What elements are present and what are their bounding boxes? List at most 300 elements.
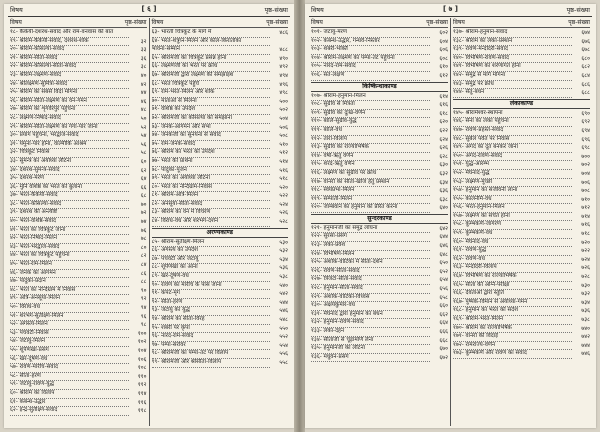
toc-entry-page: ६३० [439,162,448,169]
toc-entry-title: ५३- पंचवटी-निवास [10,330,129,339]
toc-entry-title: ४०- भरत-वशिष्ठ-संवाद [10,218,129,227]
toc-entry [152,256,289,265]
toc-entry-page: ६२६ [439,145,448,152]
toc-entry-title: १३७- श्रीराम-हनुमान-संवाद [453,29,572,38]
toc-entry-page: ५१४ [279,158,288,165]
toc-entry-page: ७३८ [581,317,590,323]
toc-entry-page: ६५० [439,260,448,267]
column-head-page: पृष्ठ-संख्या [568,19,590,26]
toc-entry-title: ९५- शबरी पर कृपा [152,325,271,334]
toc-entry-title: १४२- समुद्र से मार्ग माँगना [453,72,572,81]
toc-entry [311,118,448,127]
toc-entry-title: ४२- भरत-निषाद-मिलन [10,235,129,244]
toc-entry-title: १५३- लक्ष्मण-मूर्च्छा [453,179,572,188]
toc-entry [311,251,448,260]
toc-entry-page: ७४० [581,325,590,332]
toc-entry-page: ५२६ [279,210,288,217]
toc-entry-page: ५५० [279,325,288,332]
toc-entry-page: ६८८ [581,90,590,97]
toc-entry-title: १४३- समुद्र पर क्रोध [453,81,572,90]
toc-entry [10,364,147,373]
toc-entry-page: ८८ [140,279,147,286]
toc-entry-page: ४९४ [279,72,288,79]
toc-entry-page: ५४४ [279,299,288,306]
toc-entry [453,118,590,127]
toc-entry [453,46,590,55]
toc-entry-title: ११७- वानरों का सीता-खोज हेतु प्रस्थान [311,179,430,188]
toc-entry-title: ११५- शरद-ऋतु वर्णन [311,161,430,170]
toc-entry [311,187,448,196]
toc-entry [152,89,289,98]
toc-entry-title: ७२- श्रीरामजी का कौसल्या को समझाना [152,115,271,124]
toc-entry [152,350,289,359]
toc-entry-page: ५४ [140,133,147,140]
toc-entry-page: ७० [140,201,147,208]
toc-entry [152,141,289,150]
toc-entry-page: ८२ [140,253,147,260]
toc-entry-page: ६९८ [581,145,590,152]
toc-entry-page: ६०६ [439,47,448,54]
toc-entry [311,196,448,205]
toc-entry-title: ४१- भरत का चित्रकूट जाना [10,227,129,236]
toc-entry-title: १६१- रावण-युद्ध [453,247,572,256]
toc-entry-title: १४०- विभीषण-रावण-संवाद [453,55,572,64]
toc-entry [311,233,448,242]
toc-entry [311,179,448,188]
toc-entry-page: ६९० [581,110,590,117]
toc-entry-page: ७८ [140,236,147,243]
right-columns [309,18,592,426]
toc-entry [453,170,590,179]
toc-entry [311,29,448,38]
toc-entry-page: ११४ [137,390,147,397]
toc-entry [311,259,448,268]
toc-entry [311,63,448,72]
toc-entry [453,333,590,342]
toc-entry-title: १३४- सीताजी से चूड़ामणि लेना [311,337,430,346]
toc-entry [10,399,147,408]
toc-entry-page: ५२० [279,184,288,191]
toc-entry [311,225,448,234]
toc-entry [311,170,448,179]
toc-entry [311,285,448,294]
toc-entry-page: ७३२ [581,291,590,298]
toc-entry-title: ५६- खर-दूषण-वध [10,356,129,365]
toc-entry-title: ३८- भरत-कौसल्या-संवाद [10,201,129,210]
toc-entry-title: ६६- लक्ष्मणजी का भरत पर क्रोध [152,63,271,72]
toc-entry-title: १४९- अंगद का दूत बनकर जाना [453,144,572,153]
toc-entry-title: ७४- जनकजी का सुनयना से संवाद [152,132,271,141]
toc-entry-page: ६२२ [439,127,448,134]
toc-entry [10,72,147,81]
toc-entry [311,319,448,328]
toc-entry-page: ५४० [279,282,288,289]
toc-entry [10,338,147,347]
toc-entry-page: ५१६ [279,167,288,174]
toc-entry [10,184,147,193]
toc-entry [453,307,590,316]
toc-entry-title: १०५- नारद-राम-संवाद [311,63,430,72]
toc-entry-page: ७२२ [581,248,590,255]
toc-entry-page: ६८६ [581,81,590,88]
toc-entry-page: ६३६ [439,188,448,195]
toc-entry [311,242,448,251]
toc-entry [10,115,147,124]
toc-entry-page: ६० [140,158,147,165]
toc-entry-page: ६८२ [581,64,590,71]
toc-entry [152,175,289,184]
toc-entry-page: ४९२ [279,64,288,71]
toc-entry-page: ९८ [140,322,147,329]
toc-entry [10,287,147,296]
toc-entry [453,247,590,256]
toc-entry [152,192,289,201]
toc-entry-title: ६४- भरत-शत्रुघ्न-मिलन और कोल-किरातोंका [152,38,271,47]
toc-entry [152,98,289,107]
toc-entry-page: ७१८ [581,231,590,238]
toc-entry-title: १२२- सुरसा-प्रसंग [311,233,430,242]
toc-entry [10,270,147,279]
toc-entry [453,196,590,205]
left-header-subject: विषय [10,6,23,14]
toc-entry-page: ६०४ [439,38,448,45]
toc-entry-title: ५४- जटायु-मिलन [10,338,129,347]
toc-entry-page: ५३० [279,239,288,246]
toc-entry [453,299,590,308]
toc-entry [152,282,289,291]
toc-entry-title: ५२- अगस्त्य-मिलन [10,321,129,330]
column-head-page: पृष्ठ-संख्या [124,19,147,26]
left-page [4,4,294,428]
toc-entry [10,313,147,322]
toc-entry-title: १४१- विभीषण का शरणागत होना [453,63,572,72]
toc-entry-page: ६७४ [581,30,590,36]
toc-entry [152,299,289,308]
toc-entry [152,55,289,64]
toc-entry-title: ९१- कपट-मृग [152,290,271,299]
toc-entry-page: ५०२ [279,107,288,114]
toc-entry-page: ४४ [140,90,147,97]
toc-entry [10,347,147,356]
toc-entry [152,209,289,218]
toc-entry [10,330,147,339]
toc-entry [152,38,289,47]
toc-entry-title: ९४- श्रीराम का सीता-विरह [152,316,271,325]
toc-entry-page: ९६ [140,313,147,320]
toc-entry [453,325,590,334]
toc-entry-page: ५०४ [279,115,288,122]
toc-entry-title: ३७- भरत-कैकेयी-संवाद [10,192,129,201]
toc-entry [311,101,448,110]
column-header [10,18,147,28]
toc-entry-page: ६७० [439,346,448,353]
toc-entry [10,192,147,201]
toc-entry-title: १२७- त्रिजटा-सीता-संवाद [311,276,430,285]
toc-entry [152,307,289,316]
toc-entry-page: ५३२ [279,248,288,255]
left-column-2 [149,18,291,426]
toc-entry-title: ३१- यमुना-पार होना, वाल्मीकि आश्रम [10,141,129,150]
toc-entry-title: २४- श्रीलक्ष्मण-सुमित्रा-संवाद [10,81,129,90]
toc-entry-page: ५२४ [279,201,288,208]
toc-entry-page: ६६४ [439,320,448,327]
toc-entry [152,63,289,72]
toc-entry-page: १०८ [137,365,147,372]
toc-entry-page: ५१८ [279,176,288,183]
toc-entry [311,153,448,162]
toc-entry-title: १२६- रावण-सीता-संवाद [311,268,430,277]
toc-entry-title: ३९- दशरथ की अन्त्येष्टि [10,209,129,218]
toc-entry-title: १५०- अंगद-रावण-संवाद [453,153,572,162]
toc-entry [453,350,590,359]
toc-entry-page: ६२८ [439,153,448,160]
toc-entry-title: ८०- भरत का नन्दिग्राम-निवास [152,184,271,193]
toc-entry-page: ६८४ [581,72,590,79]
toc-entry [10,106,147,115]
column-header [152,18,289,28]
toc-entry [152,333,289,342]
toc-entry-title: १५७- लक्ष्मण का सचेत होना [453,213,572,222]
toc-entry-page: १०६ [137,356,147,363]
toc-entry-page: ६९२ [581,119,590,126]
toc-entry-page: ३३ [140,47,147,54]
toc-entry [453,239,590,248]
toc-entry-page: ११६ [137,399,147,406]
book-gutter [294,0,305,432]
toc-entry [10,235,147,244]
toc-entry-page: ७२४ [581,256,590,263]
toc-entry-title: २५- श्रीराम का सबसे विदा माँगना [10,89,129,98]
toc-entry [453,230,590,239]
left-page-header [8,4,290,17]
toc-entry [152,325,289,334]
toc-entry-title: ५८- सीता-हरण [10,373,129,382]
toc-entry-title: १८- कैकेयी-दशरथ-संवाद और राम-वनवास की बात [10,29,129,38]
toc-entry [10,252,147,261]
toc-entry [453,63,590,72]
toc-entry-page: ७२० [581,239,590,246]
toc-entry-page: ८४ [140,262,147,269]
toc-entry-title: १५५- कालनेमि-वध [453,196,572,205]
toc-entry-title: १४८- सुबेल पर्वत पर निवास [453,136,572,145]
toc-entry [152,273,289,282]
toc-entry [453,38,590,47]
toc-entry-title: २२- श्रीराम-कौसल्या-सीता-संवाद [10,63,129,72]
toc-entry-title: ११०- बालि-सुग्रीव-युद्ध [311,118,430,127]
toc-entry-title: ९०- रावण का मारीच के पास जाना [152,282,271,291]
toc-entry-page: ५५४ [279,342,288,349]
toc-entry-title: ११३- सुग्रीव का राज्याभिषेक [311,144,430,153]
toc-entry-title: १६०- मेघनाद-वध [453,239,572,248]
toc-entry-title: ४९- अत्रि-अनसूया-मिलन [10,295,129,304]
toc-entry [311,46,448,55]
toc-entry-page: ८० [140,244,147,251]
toc-entry-title: २०- श्रीराम-कौसल्या-संवाद [10,46,129,55]
toc-entry-page: ५०८ [279,133,288,140]
toc-entry-page: ५६ [140,141,147,148]
toc-entry-page: ५१० [279,141,288,148]
right-page-number: [ ७ ] [443,5,458,13]
toc-entry-page: ७४४ [581,342,590,349]
toc-entry-page: ६६६ [439,329,448,335]
toc-entry-page: ५३६ [279,265,288,272]
toc-entry-page: ५३८ [279,274,288,281]
toc-entry [152,359,289,368]
toc-entry-page: ६५८ [439,294,448,301]
toc-entry-title: ६२- इन्द्र-सुतीक्ष्ण-संवाद [10,407,129,416]
toc-entry-title: ११२- तारा-विलाप [311,136,430,145]
toc-entry [10,46,147,55]
toc-entry [311,110,448,119]
toc-entry [152,81,289,90]
toc-entry-title: ९९- श्रीरामजी और श्रीसीता-विलाप [152,359,271,368]
toc-entry-title: ५१- शरभंग-सुतीक्ष्ण-मिलन [10,313,129,322]
toc-entry-page: ७१२ [581,205,590,212]
toc-entry-title: ६८- भरत चित्रकूट पहुँचे [152,81,271,90]
toc-entry-title: ३५- दशरथ-मरण [10,175,129,184]
toc-entry-page: ५० [140,115,147,122]
toc-entry [311,302,448,311]
toc-entry [10,218,147,227]
toc-entry-title: ४५- भरत-राम-मिलन [10,261,129,270]
toc-entry [453,316,590,325]
toc-entry-page: ४८८ [279,47,288,54]
toc-entry-title: २९- श्रीराम-सीता-लक्ष्मण का गंगा-पार जाना [10,124,129,133]
toc-entry-title: ७७- भरत की प्रार्थना [152,158,271,167]
toc-entry-title: ७९- भरत का अयोध्या लौटना [152,175,271,184]
toc-entry-page: ६४० [439,205,448,212]
toc-entry [10,209,147,218]
toc-entry-title: १०९- सुग्रीव का दुःख-वर्णन [311,110,430,119]
toc-entry-title: १५६- भरत-हनुमान-मिलन [453,204,572,213]
toc-entry-title: १०८- सुग्रीव से मित्रता [311,101,430,110]
toc-entry-page: ६९६ [581,136,590,143]
toc-entry-page: ६८० [581,55,590,62]
toc-entry-page: ७३४ [581,299,590,306]
toc-entry-page: ३६ [140,55,147,62]
left-page-number: [ ६ ] [141,5,157,13]
toc-entry [10,175,147,184]
toc-entry-title: ६९- राम-भरत-मिलन और शोक [152,89,271,98]
toc-entry-page: ६४ [140,176,147,183]
toc-entry [152,316,289,325]
toc-entry-page: ७४२ [581,334,590,341]
toc-entry-title: ७१- वशिष्ठ का उपदेश [152,106,271,115]
toc-entry-page: ७१० [581,196,590,203]
toc-entry-title: १५२- मेघनाद-युद्ध [453,170,572,179]
toc-entry-title: ११६- लक्ष्मण का सुग्रीव पर क्रोध [311,170,430,179]
toc-entry [311,161,448,170]
toc-entry-title: २८- लक्ष्मण-निषाद-संवाद [10,115,129,124]
toc-entry-page: ५४२ [279,291,288,298]
toc-entry [311,294,448,303]
toc-entry-title: १९- श्रीराम-कैकेयी-संवाद, दशरथ-शोक [10,38,129,47]
toc-entry-title: १४४- सेतु-बंधन [453,89,572,98]
toc-entry [453,273,590,282]
toc-entry-page: ५१२ [279,150,288,157]
toc-entry-page: ५२२ [279,193,288,200]
toc-entry [152,167,289,176]
column-head-subject: विषय [10,19,22,26]
toc-entry [152,29,289,38]
toc-entry [10,89,147,98]
toc-entry [311,311,448,320]
toc-entry-page: ४८६ [279,30,288,36]
toc-entry [311,144,448,153]
toc-entry [453,342,590,351]
toc-entry-page: ६२४ [439,136,448,143]
toc-entry [311,204,448,213]
toc-entry-title: १३३- लंका-दहन [311,328,430,337]
toc-entry [10,81,147,90]
toc-entry [453,282,590,291]
toc-entry-title: ५७- रावण-मारीच-संवाद [10,364,129,373]
toc-entry-page: ६०२ [439,30,448,36]
toc-entry-page: ७३० [581,282,590,289]
toc-entry-title: ६०- श्रीराम का विलाप [10,390,129,399]
toc-entry-title: १७१- वानरों की विदाई [453,333,572,342]
toc-entry [152,290,289,299]
toc-entry-title: ३६- मुनि वशिष्ठ का भरत को बुलाना [10,184,129,193]
toc-entry-page: १०४ [137,347,147,354]
toc-entry [152,184,289,193]
toc-entry [311,127,448,136]
toc-entry-title: १४७- रावण-प्रहस्त-संवाद [453,127,572,136]
section-heading: लंकाकाण्ड [453,99,590,109]
toc-entry-page: ४९० [279,55,288,62]
toc-entry [152,149,289,158]
toc-entry-title: ९२- सीता-हरण [152,299,271,308]
toc-entry [10,244,147,253]
toc-entry-title: १६५- सीता की अग्नि-परीक्षा [453,282,572,291]
toc-entry [453,290,590,299]
toc-entry [10,29,147,38]
toc-entry-page: ७०६ [581,179,590,186]
toc-entry [311,345,448,354]
toc-entry [453,127,590,136]
toc-entry [152,115,289,124]
toc-entry-page: ६३४ [439,179,448,186]
toc-entry [152,106,289,115]
toc-entry-page: ७३६ [581,308,590,315]
toc-entry-page: ७१६ [581,222,590,229]
toc-entry-title: १०७- श्रीराम-हनुमान-मिलन [311,93,430,102]
toc-entry [311,55,448,64]
toc-entry-page: ६७२ [439,354,448,361]
column-head-subject: विषय [151,19,164,26]
toc-entry-page: ६६० [439,303,448,310]
toc-entry-page: ७४६ [581,351,590,358]
toc-entry [311,93,448,102]
toc-entry [453,81,590,90]
toc-entry-page: ६६८ [439,337,448,344]
toc-entry-title: १५४- हनुमान का संजीवनी लाना [453,187,572,196]
toc-entry-title: १२८- हनुमान-सीता-संवाद [311,285,430,294]
right-page-header [309,4,592,17]
toc-entry-title: ९७- पम्पा-सरोवर [152,342,271,351]
toc-entry-page: ७४ [140,219,147,226]
toc-entry-title: १६४- विभीषण का राज्याभिषेक [453,273,572,282]
toc-entry-page: ११२ [137,382,147,389]
toc-entry [152,239,289,248]
toc-entry [152,218,289,227]
toc-entry [453,161,590,170]
toc-entry-page: ७०८ [581,188,590,195]
toc-entry-page: ६४२ [439,225,448,232]
toc-entry-title: ७८- पादुका-पूजन [152,167,271,176]
toc-entry [453,55,590,64]
column-head-subject: विषय [453,19,465,26]
